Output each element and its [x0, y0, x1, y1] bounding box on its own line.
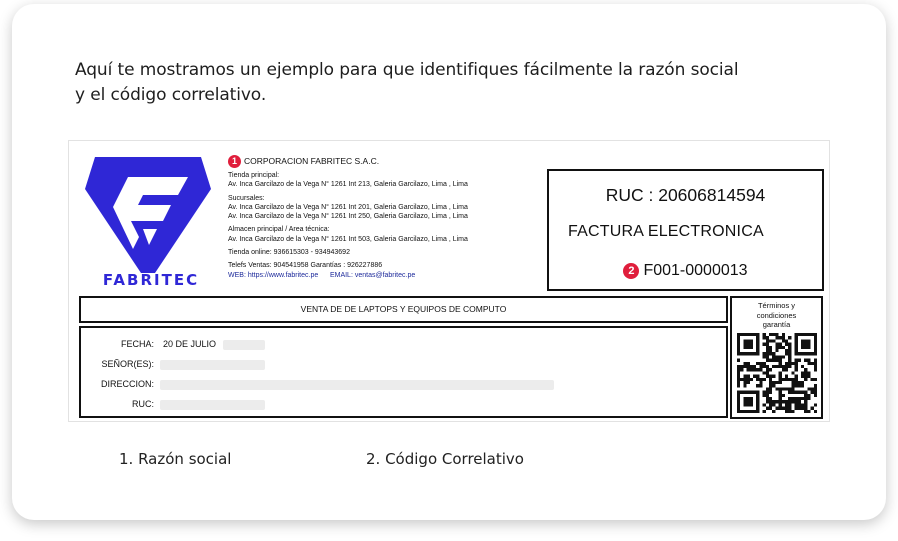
correlative-code: F001-0000013	[643, 262, 748, 279]
qr-caption-3: garantía	[762, 320, 791, 329]
warehouse-address: Av. Inca Garcilazo de la Vega N° 1261 Int 503, Galeria Garcilazo, Lima , Lima	[228, 235, 468, 243]
ruc-label: RUC:	[132, 399, 154, 409]
company-name: CORPORACION FABRITEC S.A.C.	[244, 155, 380, 166]
senor-label: SEÑOR(ES):	[101, 359, 154, 369]
sale-title: VENTA DE DE LAPTOPS Y EQUIPOS DE COMPUTO	[300, 304, 507, 314]
branch-1-address: Av. Inca Garcilazo de la Vega N° 1261 Int 201, Galeria Garcilazo, Lima , Lima	[228, 203, 468, 211]
document-type: FACTURA ELECTRONICA	[568, 223, 764, 240]
warehouse-label: Almacen principal / Area técnica:	[228, 226, 330, 234]
ruc-box	[547, 169, 824, 291]
customer-fields-box	[79, 326, 728, 418]
sale-title-box	[79, 296, 728, 323]
qr-code-icon	[737, 333, 817, 413]
fecha-label: FECHA:	[120, 339, 154, 349]
intro-line-2: y el código correlativo.	[75, 85, 267, 105]
redacted-ruc	[160, 400, 265, 410]
direccion-label: DIRECCION:	[100, 379, 154, 389]
main-store-label: Tienda principal:	[228, 172, 280, 179]
fabritec-logo-text: FABRITEC	[102, 271, 200, 289]
invoice-example-image	[68, 140, 830, 422]
company-info	[228, 155, 548, 280]
intro-text	[75, 58, 855, 108]
fecha-value: 20 DE JULIO	[163, 339, 217, 349]
qr-caption-2: condiciones	[756, 310, 797, 320]
qr-box	[730, 296, 823, 419]
ruc-number: RUC : 20606814594	[605, 185, 766, 205]
branches-label: Sucursales:	[228, 194, 265, 202]
sales-phones: Telefs Ventas: 904541958 Garantías : 926227886	[228, 262, 383, 270]
branch-2-address: Av. Inca Garcilazo de la Vega N° 1261 Int 250, Galeria Garcilazo, Lima , Lima	[228, 213, 468, 221]
qr-caption-1: Términos y	[757, 301, 796, 310]
redacted-date-part	[223, 340, 265, 350]
main-store-address: Av. Inca Garcilazo de la Vega N° 1261 Int 213, Galeria Garcilazo, Lima , Lima	[228, 181, 468, 189]
marker-1-badge: 1	[228, 155, 241, 168]
online-store-phones: Tienda online: 936615303 - 934943692	[228, 249, 350, 257]
marker-2-badge: 2	[623, 263, 639, 279]
legend-item-1: 1. Razón social	[119, 450, 232, 468]
redacted-address	[160, 380, 554, 390]
intro-line-1: Aquí te mostramos un ejemplo para que identifiques fácilmente la razón social	[75, 60, 739, 80]
email-link: EMAIL: ventas@fabritec.pe	[329, 271, 416, 279]
web-link: WEB: https://www.fabritec.pe	[228, 271, 319, 279]
legend-item-2: 2. Código Correlativo	[366, 450, 524, 468]
redacted-customer-name	[160, 360, 265, 370]
